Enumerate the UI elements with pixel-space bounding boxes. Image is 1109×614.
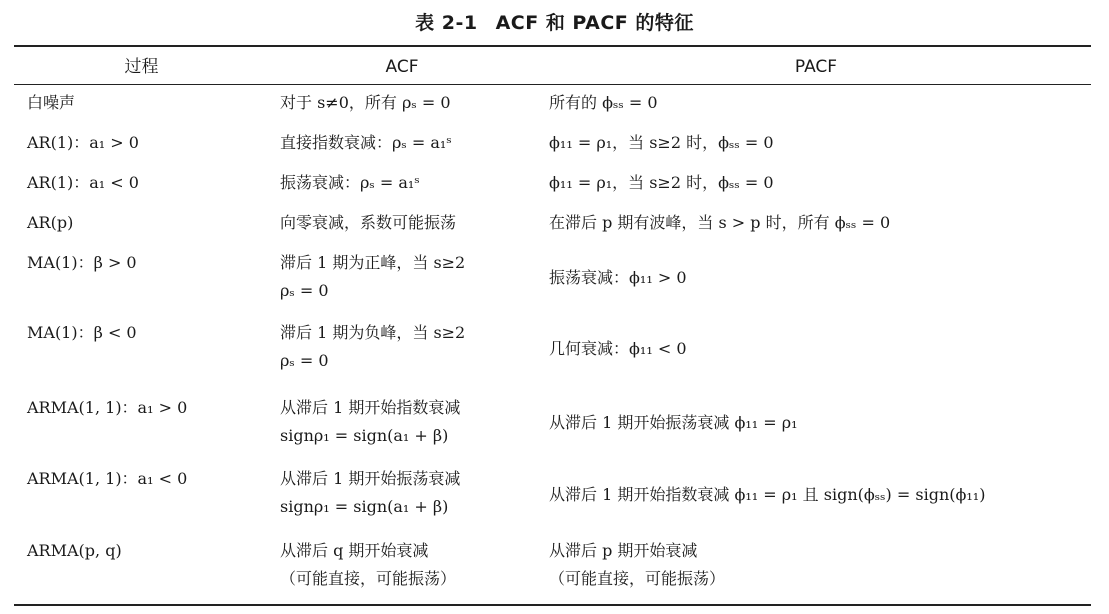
acf-cell: 向零衰减，系数可能振荡 xyxy=(280,213,457,232)
process-cell: 白噪声 xyxy=(27,93,76,112)
pacf-cell: 所有的 ϕₛₛ = 0 xyxy=(549,93,658,112)
table-number: 表 2-1 xyxy=(415,12,478,34)
acf-cell: 直接指数衰减：ρₛ = a₁ˢ xyxy=(280,133,452,152)
pacf-cell: 几何衰减：ϕ₁₁ < 0 xyxy=(549,339,687,358)
pacf-cell-line2: （可能直接，可能振荡） xyxy=(549,569,726,588)
acf-cell-line2: ρₛ = 0 xyxy=(280,351,329,370)
acf-cell: 从滞后 1 期开始振荡衰减 xyxy=(280,469,461,488)
acf-cell: 振荡衰减：ρₛ = a₁ˢ xyxy=(280,173,420,192)
acf-cell-line2: ρₛ = 0 xyxy=(280,281,329,300)
pacf-cell: 从滞后 p 期开始衰减 xyxy=(549,541,698,560)
acf-cell: 滞后 1 期为正峰，当 s≥2 xyxy=(280,253,466,272)
process-cell: AR(1)：a₁ > 0 xyxy=(27,133,139,152)
header-rule xyxy=(14,84,1091,85)
process-cell: AR(p) xyxy=(27,213,74,232)
process-cell: MA(1)：β < 0 xyxy=(27,323,137,342)
bottom-rule xyxy=(14,604,1091,606)
acf-cell: 从滞后 1 期开始指数衰减 xyxy=(280,398,461,417)
table-title: ACF 和 PACF 的特征 xyxy=(495,12,694,34)
pacf-cell: ϕ₁₁ = ρ₁，当 s≥2 时，ϕₛₛ = 0 xyxy=(549,133,774,152)
pacf-cell: 从滞后 1 期开始振荡衰减 ϕ₁₁ = ρ₁ xyxy=(549,413,798,432)
process-cell: ARMA(1, 1)：a₁ < 0 xyxy=(27,469,188,488)
pacf-cell: 振荡衰减：ϕ₁₁ > 0 xyxy=(549,268,687,287)
pacf-cell: 在滞后 p 期有波峰，当 s > p 时，所有 ϕₛₛ = 0 xyxy=(549,213,891,232)
table-caption xyxy=(0,8,1109,35)
top-rule xyxy=(14,45,1091,47)
acf-cell: 对于 s≠0，所有 ρₛ = 0 xyxy=(280,93,451,112)
acf-cell: 滞后 1 期为负峰，当 s≥2 xyxy=(280,323,466,342)
process-cell: ARMA(1, 1)：a₁ > 0 xyxy=(27,398,188,417)
process-cell: ARMA(p, q) xyxy=(27,541,122,560)
acf-cell: 从滞后 q 期开始衰减 xyxy=(280,541,429,560)
process-cell: AR(1)：a₁ < 0 xyxy=(27,173,139,192)
header-pacf: PACF xyxy=(794,57,838,77)
process-cell: MA(1)：β > 0 xyxy=(27,253,137,272)
header-acf: ACF xyxy=(385,57,419,77)
header-process: 过程 xyxy=(124,57,159,77)
acf-cell-line2: （可能直接，可能振荡） xyxy=(280,569,457,588)
acf-cell-line2: signρ₁ = sign(a₁ + β) xyxy=(280,426,449,445)
acf-cell-line2: signρ₁ = sign(a₁ + β) xyxy=(280,497,449,516)
pacf-cell: ϕ₁₁ = ρ₁，当 s≥2 时，ϕₛₛ = 0 xyxy=(549,173,774,192)
pacf-cell: 从滞后 1 期开始指数衰减 ϕ₁₁ = ρ₁ 且 sign(ϕₛₛ) = sign(ϕ₁₁) xyxy=(549,485,986,504)
